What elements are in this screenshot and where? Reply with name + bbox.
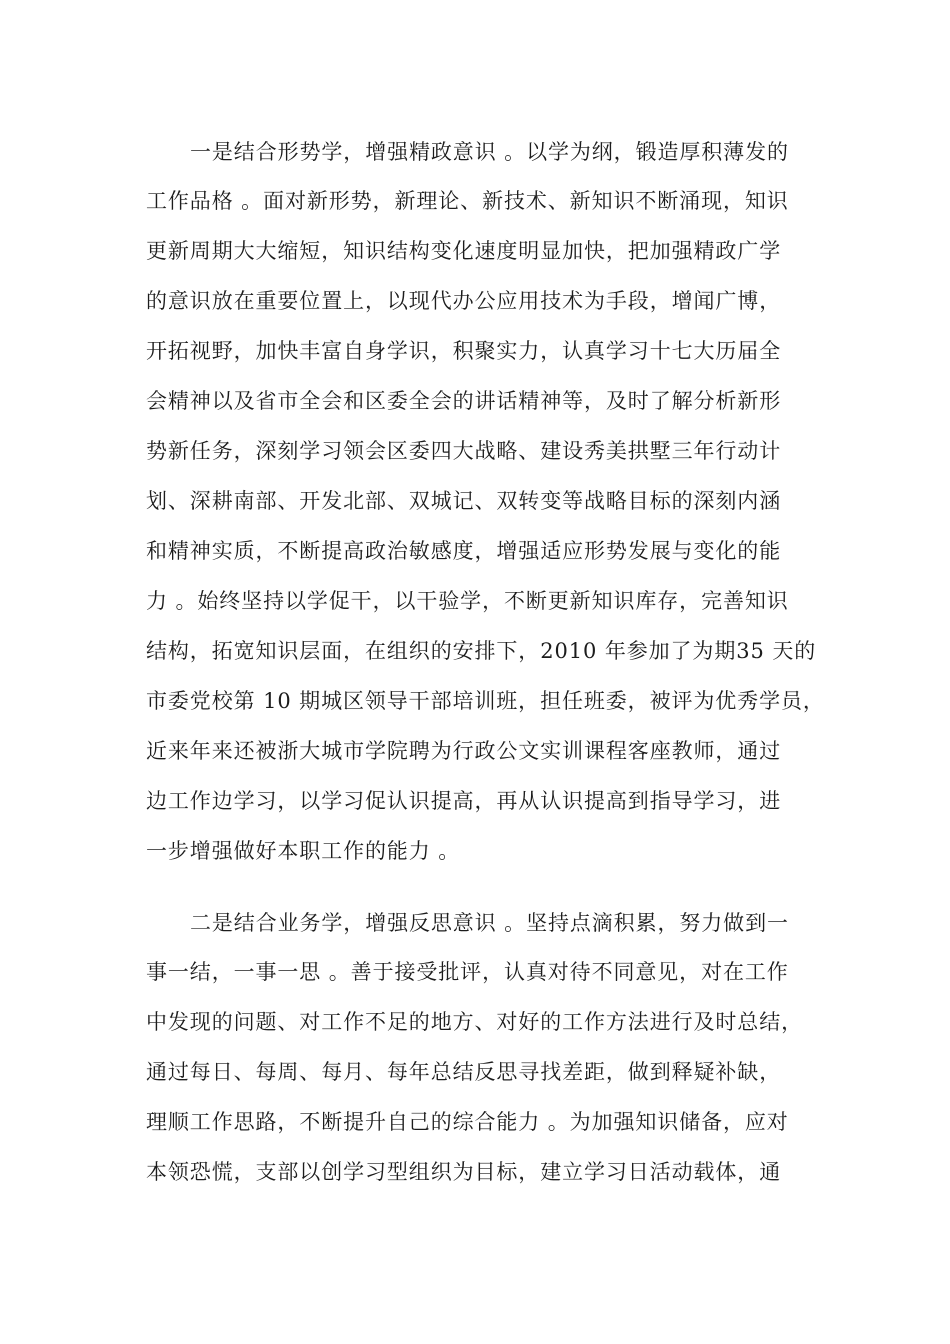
paragraph-line: 一是结合形势学，增强精政意识 。以学为纲，锻造厚积薄发的 bbox=[190, 140, 789, 164]
paragraph-line: 工作品格 。面对新形势，新理论、新技术、新知识不断涌现，知识 bbox=[146, 189, 789, 213]
paragraph-line: 一步增强做好本职工作的能力 。 bbox=[146, 839, 461, 863]
paragraph-line: 近来年来还被浙大城市学院聘为行政公文实训课程客座教师，通过 bbox=[146, 739, 782, 763]
paragraph-line: 市委党校第 10 期城区领导干部培训班，担任班委，被评为优秀学员， bbox=[146, 689, 825, 713]
paragraph-line: 理顺工作思路，不断提升自己的综合能力 。为加强知识储备，应对 bbox=[146, 1110, 789, 1134]
paragraph-line: 边工作边学习，以学习促认识提高，再从认识提高到指导学习，进 bbox=[146, 789, 782, 813]
paragraph-line: 通过每日、每周、每月、每年总结反思寻找差距，做到释疑补缺， bbox=[146, 1060, 782, 1084]
paragraph-line: 划、深耕南部、开发北部、双城记、双转变等战略目标的深刻内涵 bbox=[146, 489, 782, 513]
paragraph-line: 力 。始终坚持以学促干，以干验学，不断更新知识库存，完善知识 bbox=[146, 589, 789, 613]
paragraph-line: 更新周期大大缩短，知识结构变化速度明显加快，把加强精政广学 bbox=[146, 239, 782, 263]
paragraph-line: 开拓视野，加快丰富自身学识，积聚实力，认真学习十七大历届全 bbox=[146, 339, 782, 363]
paragraph-line: 结构，拓宽知识层面，在组织的安排下，2010 年参加了为期35 天的 bbox=[146, 639, 817, 663]
paragraph-line: 本领恐慌，支部以创学习型组织为目标，建立学习日活动载体，通 bbox=[146, 1160, 782, 1184]
paragraph-line: 的意识放在重要位置上，以现代办公应用技术为手段，增闻广博， bbox=[146, 289, 782, 313]
paragraph-line: 二是结合业务学，增强反思意识 。坚持点滴积累，努力做到一 bbox=[190, 911, 789, 935]
paragraph-line: 事一结，一事一思 。善于接受批评，认真对待不同意见，对在工作 bbox=[146, 960, 789, 984]
paragraph-line: 中发现的问题、对工作不足的地方、对好的工作方法进行及时总结， bbox=[146, 1010, 803, 1034]
paragraph-line: 会精神以及省市全会和区委全会的讲话精神等，及时了解分析新形 bbox=[146, 389, 782, 413]
paragraph-line: 和精神实质，不断提高政治敏感度，增强适应形势发展与变化的能 bbox=[146, 539, 782, 563]
paragraph-line: 势新任务，深刻学习领会区委四大战略、建设秀美拱墅三年行动计 bbox=[146, 439, 782, 463]
